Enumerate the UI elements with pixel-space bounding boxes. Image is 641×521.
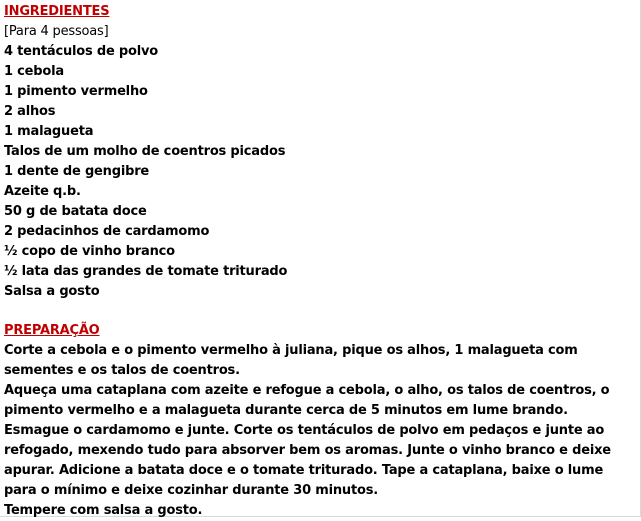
recipe-content [4, 2, 634, 521]
ingredients-heading: INGREDIENTES [4, 4, 110, 19]
section-spacer [4, 302, 634, 321]
ingredient-item: 2 alhos [4, 104, 56, 119]
preparation-step: Aqueça uma cataplana com azeite e refogue a cebola, o alho, os talos de coentros, o pimento vermelho e a malagueta durante cerca de 5 minutos em lume brando. [4, 383, 610, 418]
ingredient-item: 1 dente de gengibre [4, 164, 150, 179]
ingredient-item: 1 malagueta [4, 124, 94, 139]
preparation-step: Esmague o cardamomo e junte. Corte os tentáculos de polvo em pedaços e junte ao refogado, mexendo tudo para absorver bem os aromas. Junte o vinho branco e deixe apurar. Adicione a batata doce e o tomate triturado. Tape a cataplana, baixe o lume para o mínimo e deixe cozinhar durante 30 minutos. [4, 423, 611, 498]
ingredient-item: Azeite q.b. [4, 184, 81, 199]
ingredient-item: 2 pedacinhos de cardamomo [4, 224, 210, 239]
ingredient-item: ½ copo de vinho branco [4, 244, 175, 259]
ingredient-item: Talos de um molho de coentros picados [4, 144, 286, 159]
ingredient-item: Salsa a gosto [4, 284, 100, 299]
preparation-heading: PREPARAÇÃO [4, 323, 100, 338]
ingredient-item: 4 tentáculos de polvo [4, 44, 159, 59]
serving-note: [Para 4 pessoas] [4, 24, 109, 39]
ingredient-item: 1 cebola [4, 64, 64, 79]
ingredient-item: 50 g de batata doce [4, 204, 147, 219]
ingredient-item: ½ lata das grandes de tomate triturado [4, 264, 288, 279]
preparation-step: Corte a cebola e o pimento vermelho à juliana, pique os alhos, 1 malagueta com sementes e os talos de coentros. [4, 343, 578, 378]
ingredient-item: 1 pimento vermelho [4, 84, 148, 99]
preparation-step: Tempere com salsa a gosto. [4, 503, 203, 518]
